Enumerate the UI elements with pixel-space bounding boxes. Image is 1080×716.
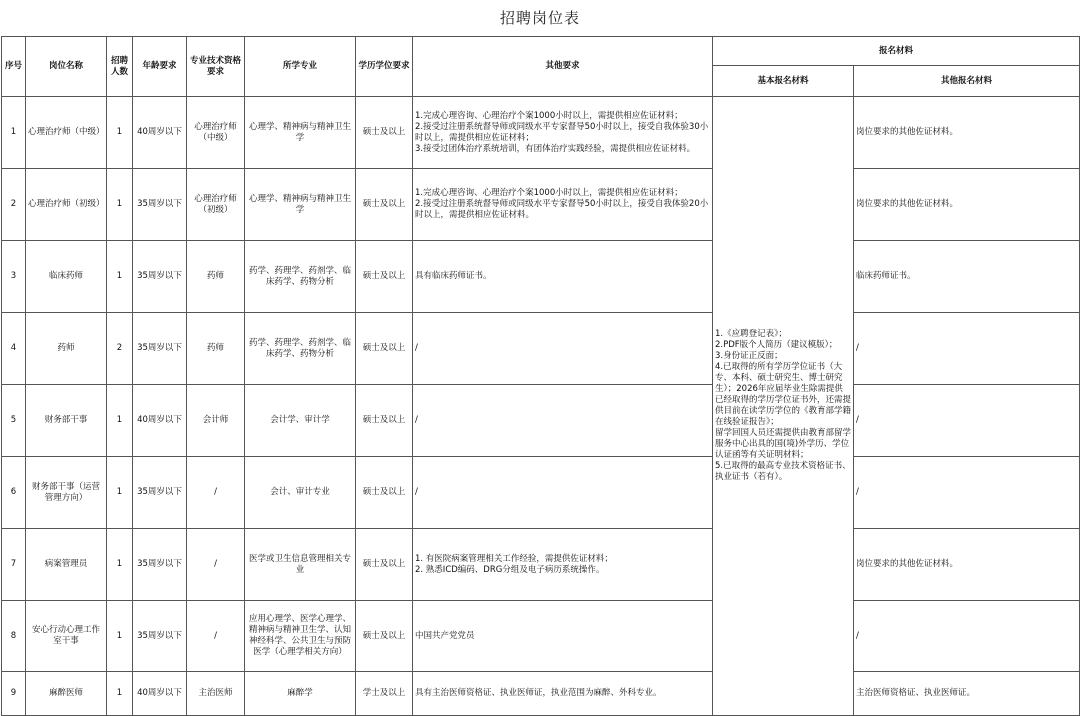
header-name: 岗位名称	[26, 37, 107, 97]
cell-major: 会计、审计专业	[245, 457, 356, 529]
cell-extra-materials: /	[854, 457, 1080, 529]
cell-name: 心理治疗师（中级）	[26, 97, 107, 169]
table-row	[2, 97, 1080, 169]
cell-seq: 8	[2, 601, 26, 672]
cell-age: 35周岁以下	[133, 529, 187, 601]
cell-seq: 5	[2, 385, 26, 457]
header-extra-materials: 其他报名材料	[854, 66, 1080, 97]
cell-extra-materials: 岗位要求的其他佐证材料。	[854, 97, 1080, 169]
cell-age: 35周岁以下	[133, 457, 187, 529]
cell-name: 病案管理员	[26, 529, 107, 601]
table-row	[2, 169, 1080, 241]
cell-name: 临床药师	[26, 241, 107, 313]
cell-name: 药师	[26, 313, 107, 385]
header-seq: 序号	[2, 37, 26, 97]
cell-extra-materials: 岗位要求的其他佐证材料。	[854, 529, 1080, 601]
cell-name: 安心行动心理工作室干事	[26, 601, 107, 672]
recruitment-table	[1, 36, 1080, 716]
cell-age: 35周岁以下	[133, 241, 187, 313]
cell-age: 40周岁以下	[133, 97, 187, 169]
cell-seq: 7	[2, 529, 26, 601]
cell-other-requirements: 中国共产党党员	[413, 601, 713, 672]
cell-count: 2	[107, 313, 133, 385]
cell-seq: 9	[2, 672, 26, 716]
cell-count: 1	[107, 672, 133, 716]
cell-qualification: /	[187, 601, 245, 672]
cell-age: 35周岁以下	[133, 601, 187, 672]
cell-education: 硕士及以上	[356, 457, 413, 529]
cell-other-requirements: 具有主治医师资格证、执业医师证，执业范围为麻醉、外科专业。	[413, 672, 713, 716]
header-basic-materials: 基本报名材料	[713, 66, 854, 97]
cell-education: 学士及以上	[356, 672, 413, 716]
cell-major: 会计学、审计学	[245, 385, 356, 457]
cell-qualification: 心理治疗师（中级）	[187, 97, 245, 169]
cell-major: 心理学、精神病与精神卫生学	[245, 97, 356, 169]
cell-major: 药学、药理学、药剂学、临床药学、药物分析	[245, 313, 356, 385]
cell-qualification: 药师	[187, 241, 245, 313]
cell-extra-materials: /	[854, 385, 1080, 457]
cell-other-requirements: 具有临床药师证书。	[413, 241, 713, 313]
cell-name: 财务部干事（运营管理方向）	[26, 457, 107, 529]
cell-seq: 1	[2, 97, 26, 169]
cell-age: 40周岁以下	[133, 385, 187, 457]
cell-major: 心理学、精神病与精神卫生学	[245, 169, 356, 241]
header-row	[2, 37, 1080, 66]
cell-qualification: /	[187, 457, 245, 529]
cell-name: 麻醉医师	[26, 672, 107, 716]
cell-seq: 2	[2, 169, 26, 241]
cell-count: 1	[107, 529, 133, 601]
table-row	[2, 529, 1080, 601]
cell-other-requirements: /	[413, 385, 713, 457]
cell-qualification: 药师	[187, 313, 245, 385]
header-count: 招聘人数	[107, 37, 133, 97]
header-materials: 报名材料	[713, 37, 1080, 66]
table-row	[2, 601, 1080, 672]
cell-major: 应用心理学、医学心理学、精神病与精神卫生学、认知神经科学、公共卫生与预防医学（心理学相关方向）	[245, 601, 356, 672]
cell-extra-materials: 岗位要求的其他佐证材料。	[854, 169, 1080, 241]
cell-count: 1	[107, 385, 133, 457]
table-row	[2, 385, 1080, 457]
cell-seq: 4	[2, 313, 26, 385]
cell-education: 硕士及以上	[356, 241, 413, 313]
cell-count: 1	[107, 169, 133, 241]
cell-count: 1	[107, 97, 133, 169]
cell-other-requirements: /	[413, 313, 713, 385]
cell-education: 硕士及以上	[356, 169, 413, 241]
cell-extra-materials: 主治医师资格证、执业医师证。	[854, 672, 1080, 716]
cell-education: 硕士及以上	[356, 529, 413, 601]
cell-age: 35周岁以下	[133, 169, 187, 241]
table-row	[2, 241, 1080, 313]
page-title: 招聘岗位表	[499, 9, 580, 27]
cell-extra-materials: /	[854, 313, 1080, 385]
cell-other-requirements: 1.完成心理咨询、心理治疗个案1000小时以上，需提供相应佐证材料； 2.接受过注册系统督导师或同级水平专家督导50小时以上，接受自我体验20小时以上，需提供相应佐证材料。	[413, 169, 713, 241]
cell-qualification: 会计师	[187, 385, 245, 457]
cell-qualification: 心理治疗师（初级）	[187, 169, 245, 241]
cell-age: 35周岁以下	[133, 313, 187, 385]
cell-name: 心理治疗师（初级）	[26, 169, 107, 241]
cell-major: 药学、药理学、药剂学、临床药学、药物分析	[245, 241, 356, 313]
cell-seq: 3	[2, 241, 26, 313]
cell-count: 1	[107, 457, 133, 529]
cell-other-requirements: 1. 有医院病案管理相关工作经验，需提供佐证材料； 2. 熟悉ICD编码、DRG分组及电子病历系统操作。	[413, 529, 713, 601]
cell-qualification: /	[187, 529, 245, 601]
cell-name: 财务部干事	[26, 385, 107, 457]
cell-basic-materials: 1.《应聘登记表》； 2.PDF版个人简历（建议模版）； 3.身份证正反面； 4.已取得的所有学历学位证书（大专、本科、硕士研究生、博士研究生）；2026年应届毕业生除需提供已经取得的学历学位证书外，还需提供目前在读学历学位的《教育部学籍在线验证报告》； 留学回国人员还需提供由教育部留学服务中心出具的国(境)外学历、学位认证函等有关证明材料； 5.已取得的最高专业技术资格证书、执业证书（若有）。	[713, 97, 854, 716]
cell-other-requirements: /	[413, 457, 713, 529]
header-other-requirements: 其他要求	[413, 37, 713, 97]
table-row	[2, 672, 1080, 716]
cell-count: 1	[107, 601, 133, 672]
cell-major: 医学或卫生信息管理相关专业	[245, 529, 356, 601]
cell-qualification: 主治医师	[187, 672, 245, 716]
table-row	[2, 313, 1080, 385]
cell-count: 1	[107, 241, 133, 313]
cell-age: 40周岁以下	[133, 672, 187, 716]
cell-education: 硕士及以上	[356, 313, 413, 385]
cell-other-requirements: 1.完成心理咨询、心理治疗个案1000小时以上，需提供相应佐证材料； 2.接受过注册系统督导师或同级水平专家督导50小时以上，接受自我体验30小时以上，需提供相应佐证材料； 3.接受过团体治疗系统培训，有团体治疗实践经验，需提供相应佐证材料。	[413, 97, 713, 169]
cell-major: 麻醉学	[245, 672, 356, 716]
cell-extra-materials: /	[854, 601, 1080, 672]
cell-seq: 6	[2, 457, 26, 529]
header-major: 所学专业	[245, 37, 356, 97]
table-row	[2, 457, 1080, 529]
header-qualification: 专业技术资格要求	[187, 37, 245, 97]
cell-education: 硕士及以上	[356, 601, 413, 672]
cell-extra-materials: 临床药师证书。	[854, 241, 1080, 313]
cell-education: 硕士及以上	[356, 97, 413, 169]
cell-education: 硕士及以上	[356, 385, 413, 457]
header-age: 年龄要求	[133, 37, 187, 97]
header-education: 学历学位要求	[356, 37, 413, 97]
